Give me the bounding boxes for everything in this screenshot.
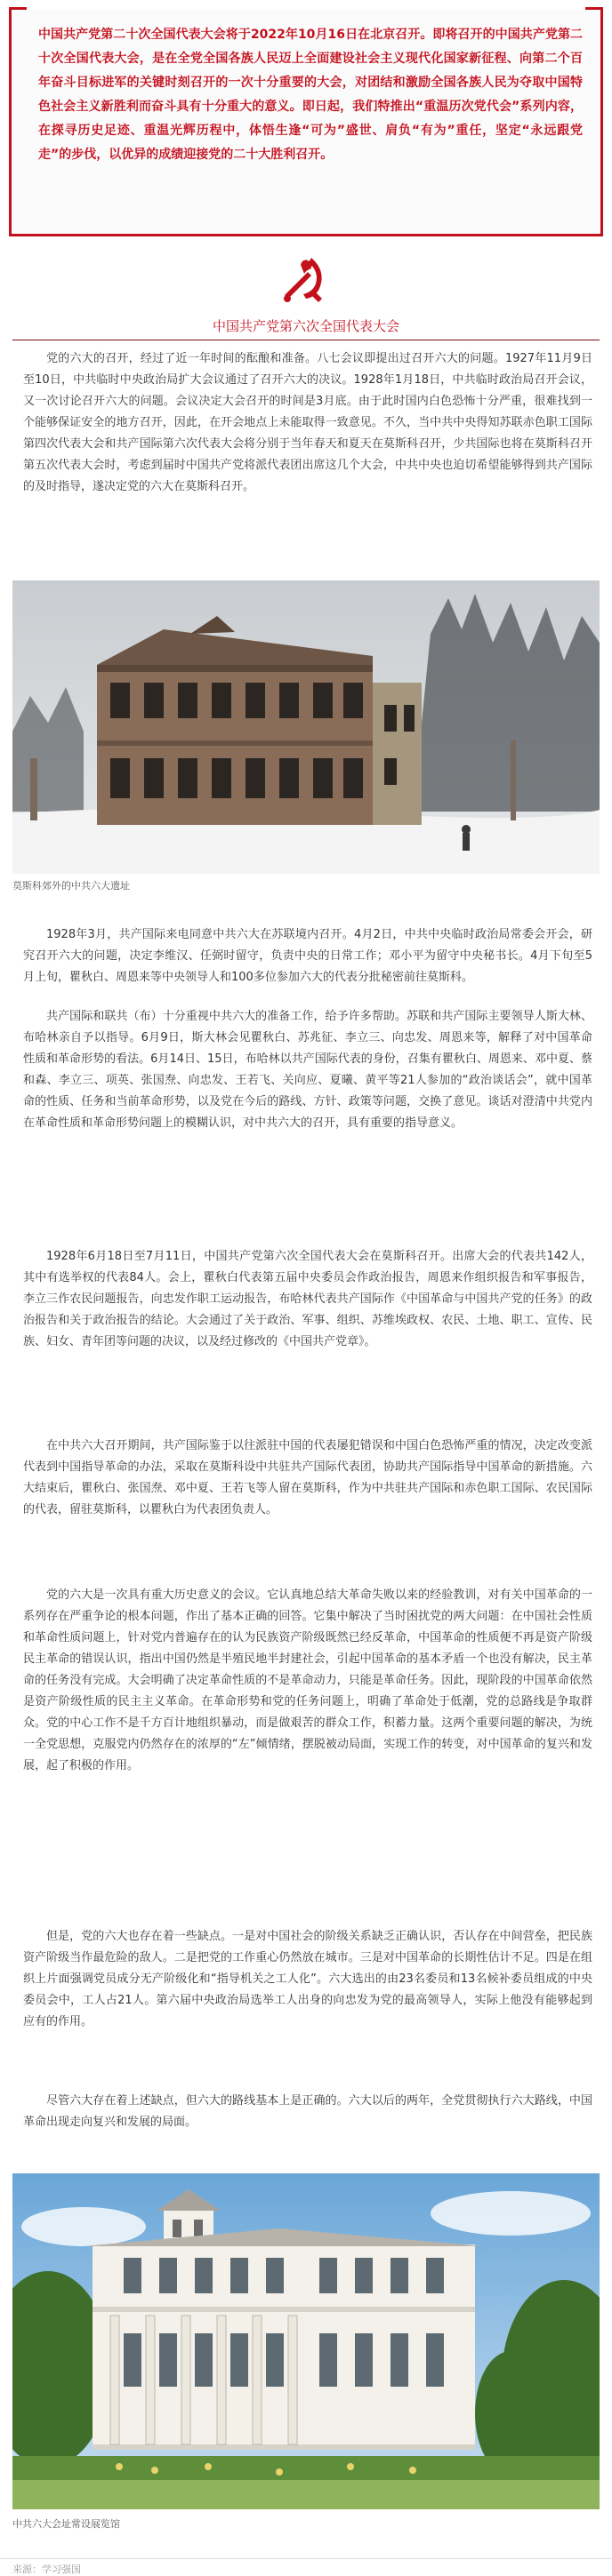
section-title: 中国共产党第六次全国代表大会 — [212, 318, 399, 334]
paragraph-shortcomings: 但是，党的六大也存在着一些缺点。一是对中国社会的阶级关系缺乏正确认识，否认存在中间营垒，把民族资产阶级当作最危险的敌人。二是把党的工作重心仍然放在城市。三是对中国革命的长期性估计不足。四是在组织上片面强调党员成分无产阶级化和“指导机关之工人化”。六大选出的由23名委员和13名候补委员组成的中央委员会中，工人占21人。第六届中央政治局选举工人出身的向忠发为党的最高领导人，实际上他没有能够起到应有的作用。 — [23, 1930, 592, 2028]
intro-corner-right — [585, 7, 603, 10]
party-emblem-icon — [276, 252, 329, 306]
paragraph-significance: 党的六大是一次具有重大历史意义的会议。它认真地总结大革命失败以来的经验教训，对有关中国革命的一系列存在严重争论的根本问题，作出了基本正确的回答。它集中解决了当时困扰党的两大问题：在中国社会性质和革命性质问题上，针对党内普遍存在的认为民族资产阶级既然已经反革命，中国革命的性质便不再是资产阶级民主革命的错误认识，指出中国仍然是半殖民地半封建社会，引起中国革命的基本矛盾一个也没有解决，民主革命的任务没有完成。大会明确了决定革命性质的不是革命动力，只能是革命任务。因此，现阶段的中国革命依然是资产阶级性质的民主主义革命。在革命形势和党的任务问题上，明确了革命处于低潮，党的总路线是争取群众。党的中心工作不是千方百计地组织暴动，而是做艰苦的群众工作，积蓄力量。这两个重要问题的解决，为统一全党思想，克服党内仍然存在的浓厚的“左”倾情绪，摆脱被动局面，实现工作的转变，对中国革命的复兴和发展，起了积极的作用。 — [23, 1588, 592, 1772]
paragraph-preparation: 党的六大的召开，经过了近一年时间的酝酿和准备。八七会议即提出过召开六大的问题。1927年11月9日至10日，中共临时中央政治局扩大会议通过了召开六大的决议。1928年1月18日，中共临时政治局召开会议，又一次讨论召开六大的问题。会议决定大会召开的时间是3月底。由于此时国内白色恐怖十分严重，很难找到一个能够保证安全的地方召开，因此，在开会地点上未能取得一致意见。不久，当中共中央得知苏联赤色职工国际第四次代表大会和共产国际第六次代表大会将分别于当年春天和夏天在莫斯科召开，少共国际也将在莫斯科召开第五次代表大会时，考虑到届时中国共产党将派代表团出席这几个大会，中共中央也迫切希望能够得到共产国际的及时指导，遂决定党的六大在莫斯科召开。 — [23, 352, 592, 493]
paragraph-comintern-guidance: 共产国际和联共（布）十分重视中共六大的准备工作，给予许多帮助。苏联和共产国际主要领导人斯大林、布哈林亲自予以指导。6月9日，斯大林会见瞿秋白、苏兆征、李立三、向忠发、周恩来等，解释了对中国革命性质和革命形势的看法。6月14日、15日，布哈林以共产国际代表的身份，召集有瞿秋白、周恩来、邓中夏、蔡和森、李立三、项英、张国焘、向忠发、王若飞、关向应、夏曦、黄平等21人参加的“政治谈话会”，就中国革命的性质、任务和当前革命形势，以及党在今后的路线、方针、政策等问题，交换了意见。谈话对澄清中共党内在革命性质和革命形势问题上的模糊认识，对中共六大的召开，具有重要的指导意义。 — [23, 1010, 592, 1130]
paragraph-moscow-approval: 1928年3月，共产国际来电同意中共六大在苏联境内召开。4月2日，中共中央临时政治局常委会开会，研究召开六大的问题，决定李维汉、任弼时留守，负责中央的日常工作；邓小平为留守中央秘书长。4月下旬至5月上旬，瞿秋白、周恩来等中央领导人和100多位参加六大的代表分批秘密前往莫斯科。 — [23, 928, 592, 984]
photo-caption-1: 莫斯科郊外的中共六大遗址 — [12, 880, 130, 892]
intro-corner-left — [9, 7, 27, 10]
photo-caption-2: 中共六大会址常设展览馆 — [12, 2518, 120, 2530]
intro-text: 中国共产党第二十次全国代表大会将于2022年10月16日在北京召开。即将召开的中国共产党第二十次全国代表大会，是在全党全国各族人民迈上全面建设社会主义现代化国家新征程、向第二个百年奋斗目标进军的关键时刻召开的一次十分重要的大会，对团结和激励全国各族人民为夺取中国特色社会主义新胜利而奋斗具有十分重大的意义。即日起，我们特推出“重温历次党代会”系列内容，在探寻历史足迹、重温光辉历程中，体悟生逢“可为”盛世、肩负“有为”重任，坚定“永远跟党走”的步伐，以优异的成绩迎接党的二十大胜利召开。 — [38, 28, 583, 162]
photo-exhibition-hall — [12, 2173, 600, 2509]
paragraph-conclusion: 尽管六大存在着上述缺点，但六大的路线基本上是正确的。六大以后的两年，全党贯彻执行六大路线，中国革命出现走向复兴和发展的局面。 — [23, 2094, 592, 2129]
paragraph-delegation: 在中共六大召开期间，共产国际鉴于以往派驻中国的代表屡犯错误和中国白色恐怖严重的情况，决定改变派代表到中国指导革命的办法，采取在莫斯科设中共驻共产国际代表团，协助共产国际指导中国革命的新措施。六大结束后，瞿秋白、张国焘、邓中夏、王若飞等人留在莫斯科，作为中共驻共产国际和赤色职工国际、农民国际的代表，留驻莫斯科，以瞿秋白为代表团负责人。 — [23, 1439, 592, 1516]
source-divider — [0, 2558, 612, 2559]
source-text: 来源：学习强国 — [12, 2564, 81, 2575]
paragraph-congress-meeting: 1928年6月18日至7月11日，中国共产党第六次全国代表大会在莫斯科召开。出席大会的代表共142人，其中有选举权的代表84人。会上，瞿秋白代表第五届中央委员会作政治报告，周恩来作组织报告和军事报告，李立三作农民问题报告，向忠发作职工运动报告，布哈林代表共产国际作《中国革命与中国共产党的任务》的政治报告和关于政治报告的结论。大会通过了关于政治、军事、组织、苏维埃政权、农民、土地、职工、宣传、民族、妇女、青年团等问题的决议，以及经过修改的《中国共产党章》。 — [23, 1250, 592, 1348]
photo-moscow-ruins — [12, 580, 600, 874]
intro-box — [9, 9, 603, 236]
